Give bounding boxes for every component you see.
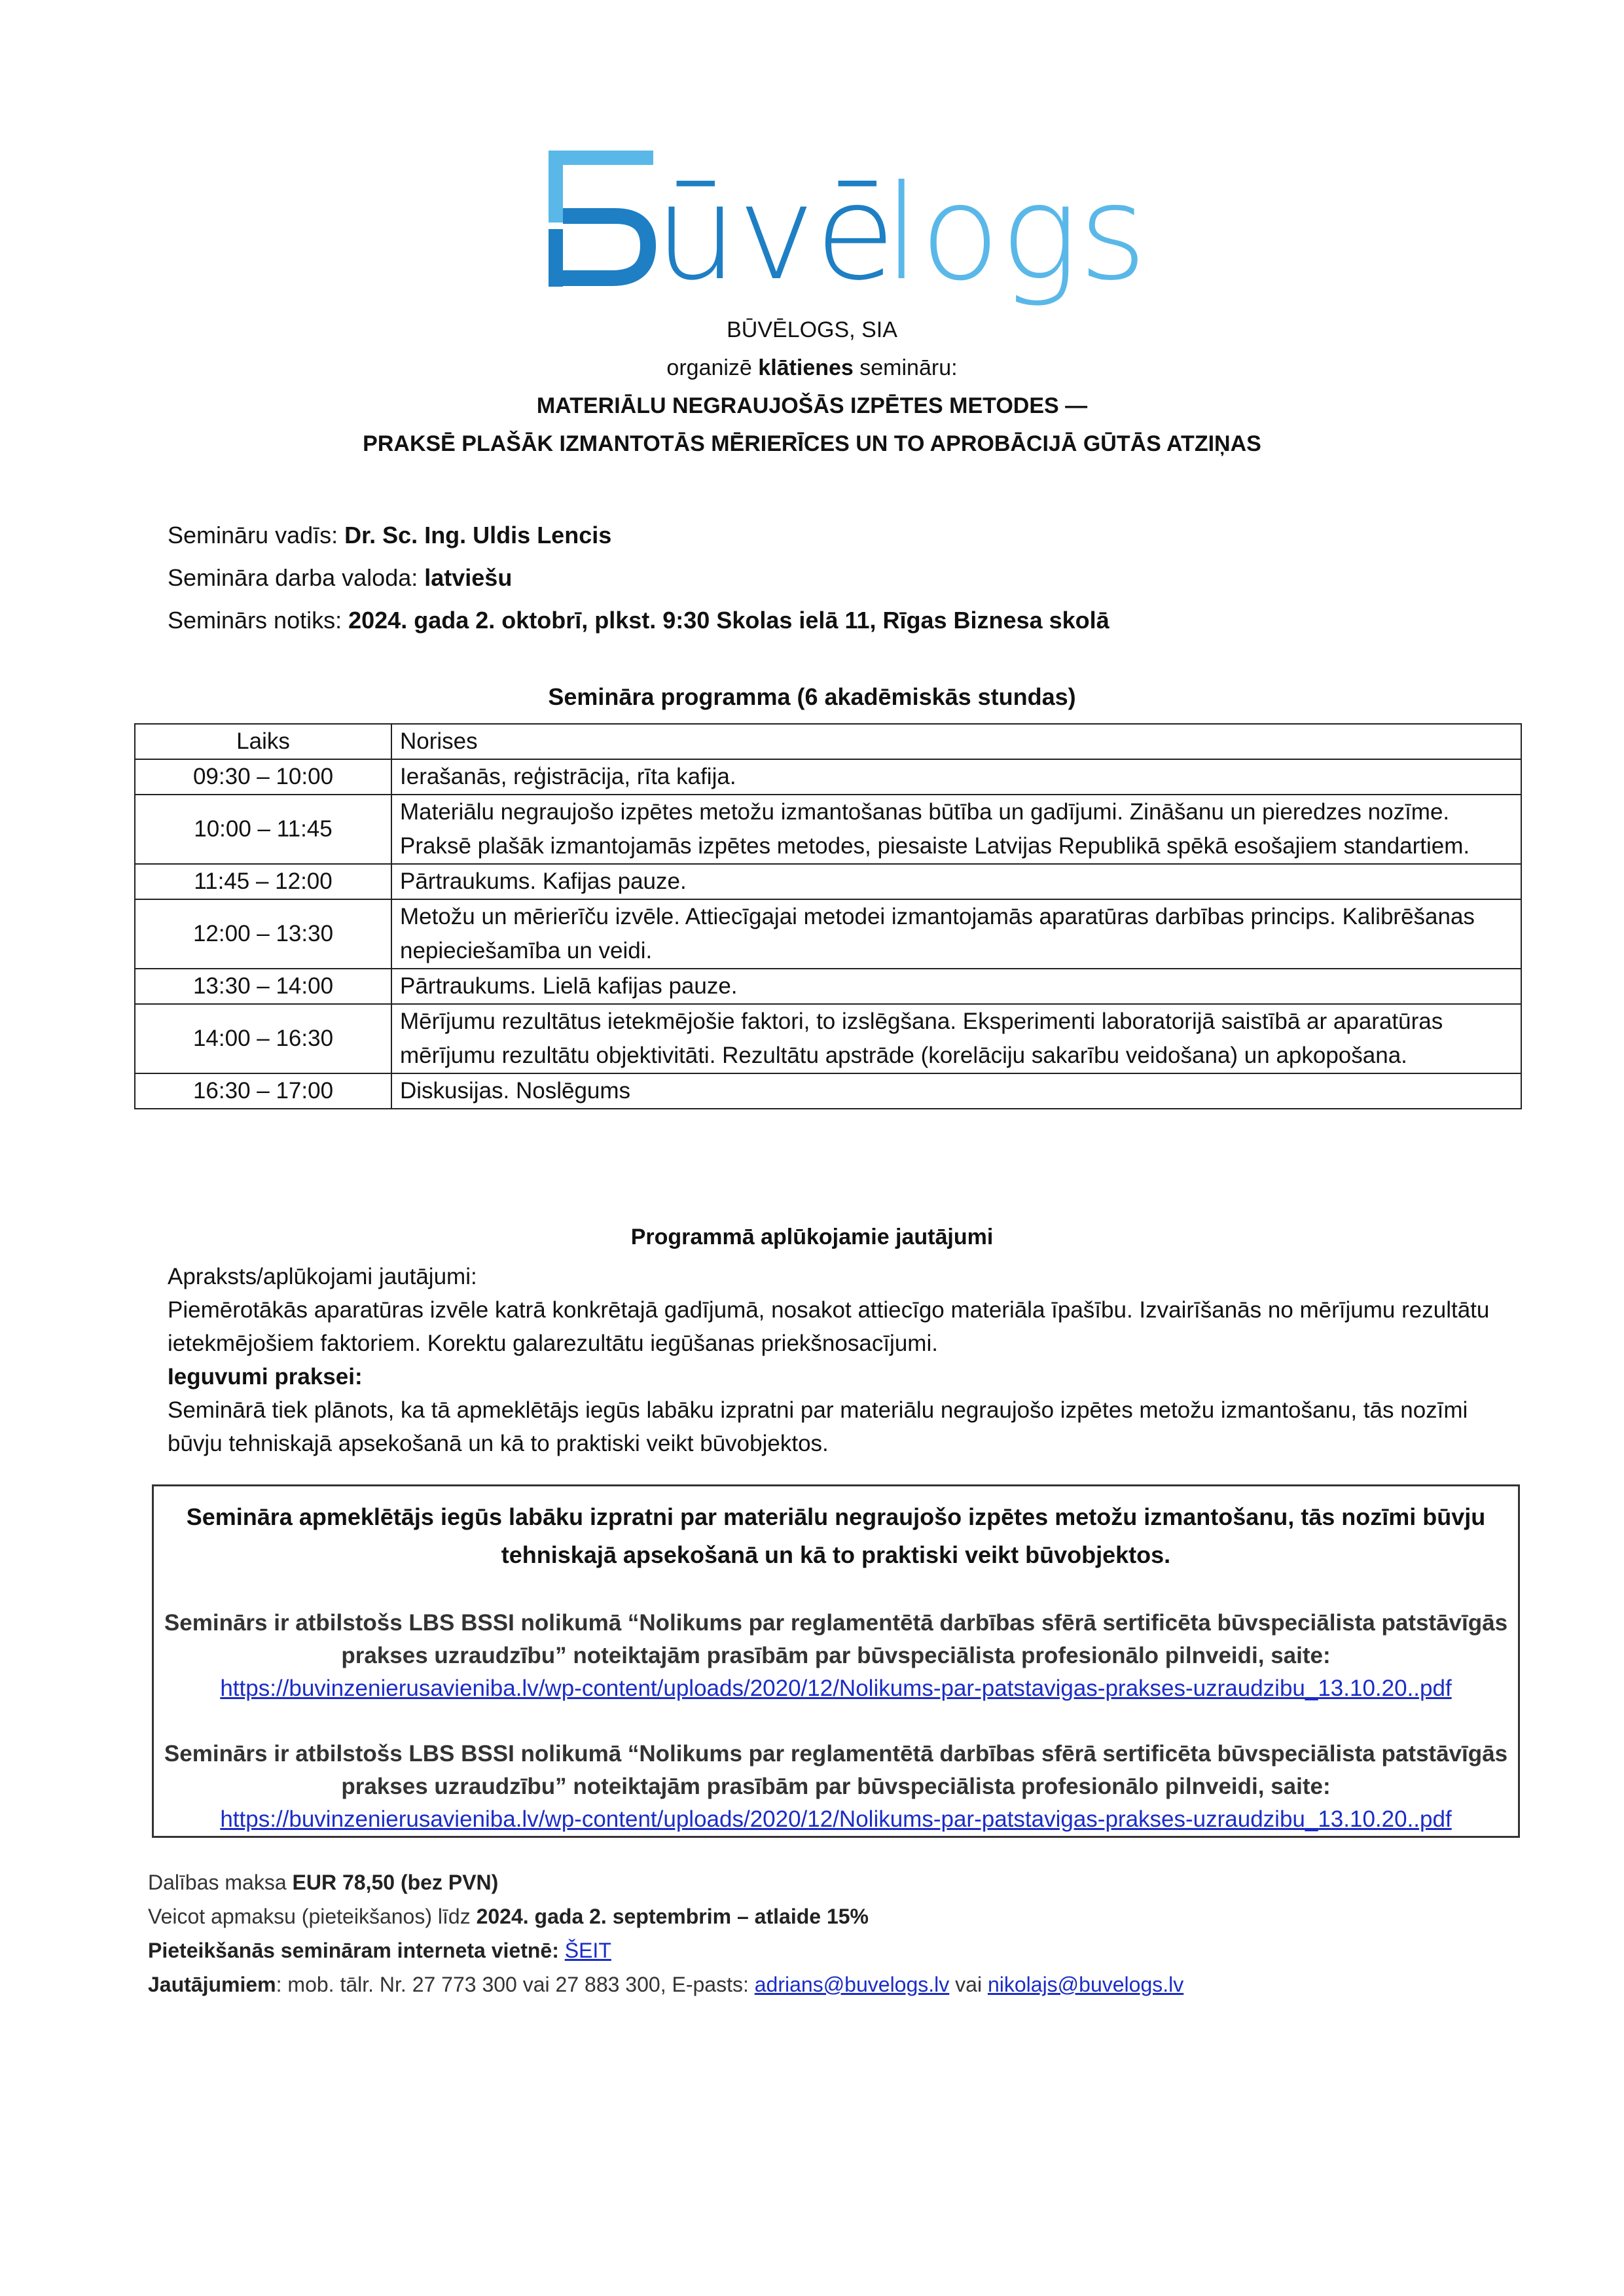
row-desc: Materiālu negraujošo izpētes metožu izmantošanas būtība un gadījumi. Zināšanu un pieredzes nozīme. Praksē plašāk izmantojamās izpētes metodes, piesaiste Latvijas Republikā spēkā esošajiem standartiem. — [391, 795, 1521, 864]
row-time: 09:30 – 10:00 — [135, 759, 391, 795]
program-header-row — [135, 724, 1521, 759]
email-link-nikolajs[interactable]: nikolajs@buvelogs.lv — [987, 1973, 1184, 1996]
table-row — [135, 795, 1521, 864]
contact-line: Jautājumiem: mob. tālr. Nr. 27 773 300 vai 27 883 300, E-pasts: adrians@buvelogs.lv vai nikolajs@buvelogs.lv — [148, 1973, 1184, 1996]
row-desc: Pārtraukums. Kafijas pauze. — [391, 864, 1521, 899]
highlight-box — [152, 1484, 1520, 1838]
table-row — [135, 759, 1521, 795]
questions-section — [168, 1260, 1516, 1460]
program-header-time: Laiks — [135, 724, 391, 759]
benefit-text: Seminārā tiek plānots, ka tā apmeklētājs iegūs labāku izpratni par materiālu negraujošo izpētes metožu izmantošanu, tās nozīmi būvju tehniskajā apsekošanā un kā to praktiski veikt būvobjektos. — [168, 1397, 1468, 1456]
table-row — [135, 969, 1521, 1004]
table-row — [135, 1004, 1521, 1073]
program-title: Semināra programma (6 akadēmiskās stundas) — [548, 683, 1076, 710]
questions-title: Programmā aplūkojamie jautājumi — [630, 1225, 994, 1249]
logo-wordmark: ūvē — [655, 157, 896, 310]
row-time: 11:45 – 12:00 — [135, 864, 391, 899]
benefit-heading: Ieguvumi praksei: — [168, 1364, 363, 1390]
row-time: 14:00 – 16:30 — [135, 1004, 391, 1073]
row-desc: Diskusijas. Noslēgums — [391, 1073, 1521, 1109]
fee-line: Dalības maksa EUR 78,50 (bez PVN) — [148, 1871, 499, 1894]
seminar-title-line1: MATERIĀLU NEGRAUJOŠĀS IZPĒTES METODES — — [536, 393, 1088, 418]
regulation-link-1[interactable]: https://buvinzenierusavieniba.lv/wp-content/uploads/2020/12/Nolikums-par-patstavigas-prakses-uzraudzibu_13.10.20..pdf — [220, 1676, 1452, 1701]
row-desc: Metožu un mērierīču izvēle. Attiecīgajai metodei izmantojamās aparatūras darbības princips. Kalibrēšanas nepieciešamība un veidi. — [391, 899, 1521, 969]
buvelogs-logo — [543, 137, 1147, 310]
apply-line: Pieteikšanās semināram interneta vietnē: ŠEIT — [148, 1939, 611, 1962]
program-header-desc: Norises — [391, 724, 1521, 759]
program-table — [134, 723, 1522, 1109]
row-desc: Pārtraukums. Lielā kafijas pauze. — [391, 969, 1521, 1004]
seminar-info — [168, 514, 1110, 641]
row-desc: Ierašanās, reģistrācija, rīta kafija. — [391, 759, 1521, 795]
seminar-header — [0, 311, 1624, 463]
seminar-title-line2: PRAKSĒ PLAŠĀK IZMANTOTĀS MĒRIERĪCES UN TO APROBĀCIJĀ GŪTĀS ATZIŅAS — [363, 431, 1261, 456]
seminar-leader: Semināru vadīs: Dr. Sc. Ing. Uldis Lencis — [168, 522, 612, 548]
seminar-language: Semināra darba valoda: latviešu — [168, 564, 513, 591]
logo-graphic — [543, 137, 1147, 310]
row-time: 13:30 – 14:00 — [135, 969, 391, 1004]
row-desc: Mērījumu rezultātus ietekmējošie faktori, to izslēgšana. Eksperimenti laboratorijā saistībā ar aparatūras mērījumu rezultātu objektivitāti. Rezultātu apstrāde (korelāciju sakarību veidošana) un apkopošana. — [391, 1004, 1521, 1073]
box-compliance-2: Seminārs ir atbilstošs LBS BSSI nolikumā “Nolikums par reglamentētā darbības sfērā sertificēta būvspeciālista patstāvīgās prakses uzraudzību” noteiktajām prasībām par būvspeciālista profesionālo pilnveidi, saite: https://buvinzenierusavieniba.lv/wp-content/uploads/2020/12/Nolikums-par-patstavigas-prakses-uzraudzibu_13.10.20..pdf — [164, 1741, 1508, 1832]
apply-link[interactable]: ŠEIT — [564, 1939, 611, 1962]
table-row — [135, 864, 1521, 899]
logo-wordmark-tail: logs — [884, 157, 1147, 310]
description-text: Piemērotākās aparatūras izvēle katrā konkrētajā gadījumā, nosakot attiecīgo materiāla īpašību. Izvairīšanās no mērījumu rezultātu ietekmējošiem faktoriem. Korektu galarezultātu iegūšanas priekšnosacījumi. — [168, 1297, 1490, 1356]
seminar-when: Seminārs notiks: 2024. gada 2. oktobrī, plkst. 9:30 Skolas ielā 11, Rīgas Biznesa skolā — [168, 607, 1110, 634]
regulation-link-2[interactable]: https://buvinzenierusavieniba.lv/wp-content/uploads/2020/12/Nolikums-par-patstavigas-prakses-uzraudzibu_13.10.20..pdf — [220, 1806, 1452, 1832]
company-name: BŪVĒLOGS, SIA — [727, 317, 897, 342]
table-row — [135, 1073, 1521, 1109]
box-compliance-1: Seminārs ir atbilstošs LBS BSSI nolikumā “Nolikums par reglamentētā darbības sfērā sertificēta būvspeciālista patstāvīgās prakses uzraudzību” noteiktajām prasībām par būvspeciālista profesionālo pilnveidi, saite: https://buvinzenierusavieniba.lv/wp-content/uploads/2020/12/Nolikums-par-patstavigas-prakses-uzraudzibu_13.10.20..pdf — [164, 1610, 1508, 1701]
discount-line: Veicot apmaksu (pieteikšanos) līdz 2024. gada 2. septembrim – atlaide 15% — [148, 1905, 869, 1928]
email-link-adrians[interactable]: adrians@buvelogs.lv — [754, 1973, 950, 1996]
box-summary: Semināra apmeklētājs iegūs labāku izpratni par materiālu negraujošo izpētes metožu izmantošanu, tās nozīmi būvju tehniskajā apsekošanā un kā to praktiski veikt būvobjektos. — [186, 1503, 1486, 1568]
row-time: 10:00 – 11:45 — [135, 795, 391, 864]
organizes-line: organizē klātienes semināru: — [666, 355, 958, 380]
row-time: 16:30 – 17:00 — [135, 1073, 391, 1109]
description-heading: Apraksts/aplūkojami jautājumi: — [168, 1264, 477, 1289]
row-time: 12:00 – 13:30 — [135, 899, 391, 969]
footer-info — [148, 1865, 1183, 2001]
table-row — [135, 899, 1521, 969]
